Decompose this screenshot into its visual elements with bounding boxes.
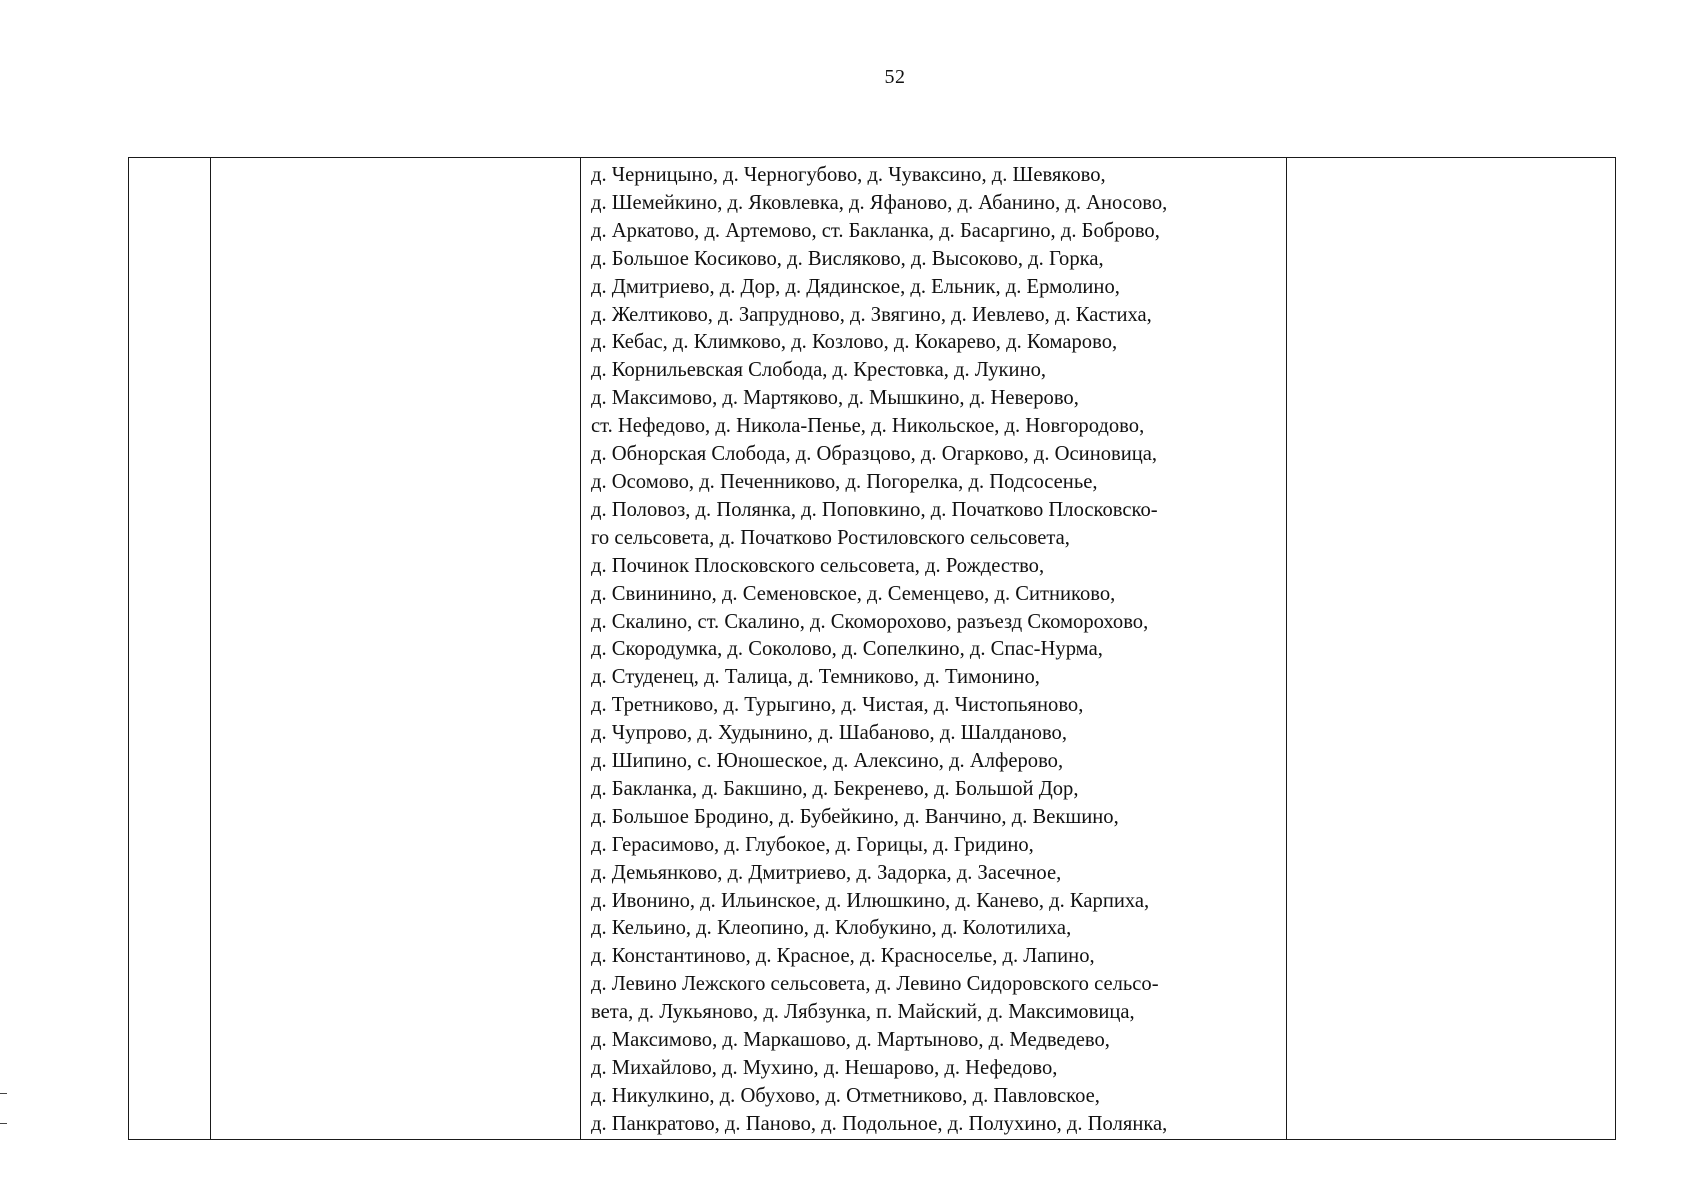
settlement-line: д. Никулкино, д. Обухово, д. Отметниково, д. Павловское, xyxy=(591,1084,1100,1107)
settlement-line: д. Большое Косиково, д. Висляково, д. Высоково, д. Горка, xyxy=(591,247,1104,270)
settlement-line: д. Аркатово, д. Артемово, ст. Бакланка, д. Басаргино, д. Боброво, xyxy=(591,219,1160,242)
settlement-line: д. Бакланка, д. Бакшино, д. Бекренево, д. Большой Дор, xyxy=(591,777,1079,800)
settlement-line: д. Желтиково, д. Запрудново, д. Звягино, д. Иевлево, д. Кастиха, xyxy=(591,303,1152,326)
settlement-line: д. Корнильевская Слобода, д. Крестовка, д. Лукино, xyxy=(591,359,1047,382)
settlement-list xyxy=(581,158,1286,1139)
settlement-line: д. Чупрово, д. Худынино, д. Шабаново, д. Шалданово, xyxy=(591,722,1067,745)
settlement-line: д. Обнорская Слобода, д. Образцово, д. Огарково, д. Осиновица, xyxy=(591,443,1158,466)
settlement-line: д. Починок Плосковского сельсовета, д. Рождество, xyxy=(591,554,1045,577)
table-cell-name xyxy=(211,158,581,1140)
settlement-line: д. Третниково, д. Турыгино, д. Чистая, д. Чистопьяново, xyxy=(591,694,1084,717)
settlement-line: вета, д. Лукьяново, д. Лябзунка, п. Майский, д. Максимовица, xyxy=(591,1001,1135,1024)
page-header xyxy=(0,0,1697,120)
settlement-line: д. Михайлово, д. Мухино, д. Нешарово, д. Нефедово, xyxy=(591,1057,1058,1079)
settlement-line: д. Панкратово, д. Паново, д. Подольное, д. Полухино, д. Полянка, xyxy=(591,1112,1168,1135)
settlement-line: д. Большое Бродино, д. Бубейкино, д. Ванчино, д. Векшино, xyxy=(591,805,1119,828)
settlement-line: д. Дмитриево, д. Дор, д. Дядинское, д. Ельник, д. Ермолино, xyxy=(591,275,1120,298)
settlement-line: д. Студенец, д. Талица, д. Темниково, д. Тимонино, xyxy=(591,666,1040,689)
settlement-line: д. Максимово, д. Мартяково, д. Мышкино, д. Неверово, xyxy=(591,387,1079,410)
settlement-line: го сельсовета, д. Початково Ростиловского сельсовета, xyxy=(591,526,1070,549)
settlement-line: д. Свининино, д. Семеновское, д. Семенцево, д. Ситниково, xyxy=(591,582,1116,605)
settlement-line: д. Скалино, ст. Скалино, д. Скоморохово, разъезд Скоморохово, xyxy=(591,610,1149,633)
settlement-line: д. Кебас, д. Климково, д. Козлово, д. Кокарево, д. Комарово, xyxy=(591,331,1118,354)
settlement-line: ст. Нефедово, д. Никола-Пенье, д. Никольское, д. Новгородово, xyxy=(591,415,1145,438)
settlement-line: д. Шипино, с. Юношеское, д. Алексино, д. Алферово, xyxy=(591,750,1064,773)
settlement-line: д. Константиново, д. Красное, д. Красноселье, д. Лапино, xyxy=(591,945,1095,968)
settlement-line: д. Осомово, д. Печенниково, д. Погорелка, д. Подсосенье, xyxy=(591,470,1098,493)
settlements-table xyxy=(128,157,1616,1140)
settlement-line: д. Шемейкино, д. Яковлевка, д. Яфаново, д. Абанино, д. Аносово, xyxy=(591,191,1168,214)
table-cell-notes xyxy=(1287,158,1616,1140)
page-number: 52 xyxy=(884,66,906,88)
settlement-line: д. Черницыно, д. Черногубово, д. Чуваксино, д. Шевяково, xyxy=(591,164,1106,186)
settlement-line: д. Демьянково, д. Дмитриево, д. Задорка, д. Засечное, xyxy=(591,861,1062,884)
settlement-line: д. Кельино, д. Клеопино, д. Клобукино, д. Колотилиха, xyxy=(591,917,1072,940)
settlement-line: д. Левино Лежского сельсовета, д. Левино Сидоровского сельсо- xyxy=(591,973,1159,996)
settlement-line: д. Половоз, д. Полянка, д. Поповкино, д. Початково Плосковско- xyxy=(591,498,1158,521)
table-row xyxy=(129,158,1616,1140)
settlement-line: д. Максимово, д. Маркашово, д. Мартыново, д. Медведево, xyxy=(591,1029,1110,1052)
table-cell-number xyxy=(129,158,211,1140)
table-cell-settlements xyxy=(581,158,1287,1140)
scan-margin-mark xyxy=(0,1123,7,1124)
settlement-line: д. Герасимово, д. Глубокое, д. Горицы, д. Гридино, xyxy=(591,833,1034,856)
settlement-line: д. Скородумка, д. Соколово, д. Сопелкино, д. Спас-Нурма, xyxy=(591,638,1103,661)
scan-margin-mark xyxy=(0,1093,7,1094)
settlement-line: д. Ивонино, д. Ильинское, д. Илюшкино, д. Канево, д. Карпиха, xyxy=(591,889,1150,912)
